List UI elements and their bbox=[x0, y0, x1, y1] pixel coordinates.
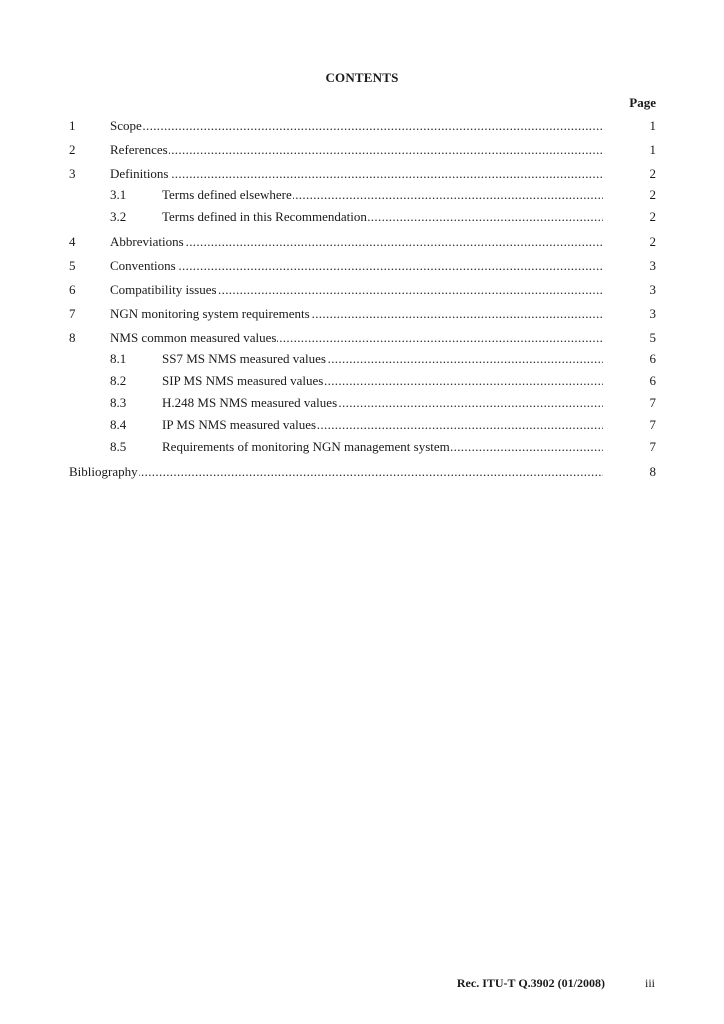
toc-entry-number: 3.1 bbox=[110, 187, 127, 202]
toc-entry-number: 8 bbox=[69, 330, 76, 345]
toc-entry-label: NMS common measured values bbox=[110, 330, 277, 345]
toc-entry-label: NGN monitoring system requirements bbox=[110, 306, 310, 321]
toc-entry-h248-ms-nms[interactable] bbox=[0, 392, 724, 414]
recommendation-reference: Rec. ITU-T Q.3902 (01/2008) bbox=[456, 976, 605, 990]
toc-entry-terms-defined-here[interactable] bbox=[0, 206, 724, 228]
toc-entry-sip-ms-nms[interactable] bbox=[0, 370, 724, 392]
toc-entry-number: 7 bbox=[69, 306, 76, 321]
toc-entry-label: Compatibility issues bbox=[110, 282, 217, 297]
toc-entry-number: 8.2 bbox=[110, 373, 127, 388]
toc-entry-number: 6 bbox=[69, 282, 76, 297]
toc-entry-scope[interactable] bbox=[0, 114, 724, 138]
toc-entry-ip-ms-nms[interactable] bbox=[0, 414, 724, 436]
toc-entry-label: SS7 MS NMS measured values bbox=[162, 351, 326, 366]
toc-entry-page: 7 bbox=[649, 417, 656, 432]
toc-entry-number: 2 bbox=[69, 142, 76, 157]
toc-entry-number: 8.5 bbox=[110, 439, 127, 454]
toc-entry-label: Abbreviations bbox=[110, 234, 184, 249]
toc-entry-terms-defined-elsewhere[interactable] bbox=[0, 184, 724, 206]
contents-title: CONTENTS bbox=[325, 70, 399, 85]
toc-entry-requirements-monitoring-ngn[interactable] bbox=[0, 436, 724, 458]
toc-entry-page: 8 bbox=[649, 464, 656, 479]
toc-entry-label: Definitions bbox=[110, 166, 169, 181]
toc-entry-label: IP MS NMS measured values bbox=[162, 417, 317, 432]
toc-entry-label: SIP MS NMS measured values bbox=[162, 373, 324, 388]
toc-entry-label: References bbox=[110, 142, 168, 157]
toc-entry-page: 2 bbox=[649, 234, 656, 249]
toc-entry-label: Terms defined elsewhere bbox=[162, 187, 292, 202]
toc-entry-compatibility-issues[interactable] bbox=[0, 278, 724, 302]
toc-entry-number: 8.1 bbox=[110, 351, 127, 366]
toc-entry-number: 8.4 bbox=[110, 417, 127, 432]
toc-entry-label: Scope bbox=[110, 118, 142, 133]
toc-entry-page: 1 bbox=[649, 142, 656, 157]
table-of-contents bbox=[0, 114, 724, 484]
toc-entry-label: Bibliography bbox=[69, 464, 138, 479]
toc-entry-number: 3.2 bbox=[110, 209, 127, 224]
toc-entry-page: 6 bbox=[649, 373, 656, 388]
toc-entry-label: Requirements of monitoring NGN management system bbox=[162, 439, 450, 454]
toc-entry-references[interactable] bbox=[0, 138, 724, 162]
toc-entry-page: 3 bbox=[649, 306, 656, 321]
toc-entry-page: 1 bbox=[649, 118, 656, 133]
page-column-heading: Page bbox=[629, 95, 656, 110]
toc-entry-number: 5 bbox=[69, 258, 76, 273]
toc-entry-page: 5 bbox=[649, 330, 656, 345]
toc-entry-page: 2 bbox=[649, 209, 656, 224]
page-number: iii bbox=[644, 976, 655, 990]
toc-entry-bibliography[interactable] bbox=[0, 460, 724, 484]
toc-entry-number: 3 bbox=[69, 166, 76, 181]
toc-entry-page: 3 bbox=[649, 258, 656, 273]
toc-entry-nms-common-measured-values[interactable] bbox=[0, 326, 724, 350]
toc-entry-page: 2 bbox=[649, 166, 656, 181]
toc-entry-number: 1 bbox=[69, 118, 76, 133]
toc-entry-conventions[interactable] bbox=[0, 254, 724, 278]
toc-entry-number: 4 bbox=[69, 234, 76, 249]
toc-entry-page: 3 bbox=[649, 282, 656, 297]
toc-entry-page: 6 bbox=[649, 351, 656, 366]
toc-entry-ss7-ms-nms[interactable] bbox=[0, 348, 724, 370]
toc-entry-ngn-monitoring-requirements[interactable] bbox=[0, 302, 724, 326]
toc-entry-number: 8.3 bbox=[110, 395, 127, 410]
toc-entry-page: 7 bbox=[649, 395, 656, 410]
toc-entry-page: 2 bbox=[649, 187, 656, 202]
toc-entry-page: 7 bbox=[649, 439, 656, 454]
toc-entry-definitions[interactable] bbox=[0, 162, 724, 186]
toc-entry-abbreviations[interactable] bbox=[0, 230, 724, 254]
toc-entry-label: Terms defined in this Recommendation bbox=[162, 209, 367, 224]
toc-entry-label: H.248 MS NMS measured values bbox=[162, 395, 338, 410]
toc-entry-label: Conventions bbox=[110, 258, 176, 273]
